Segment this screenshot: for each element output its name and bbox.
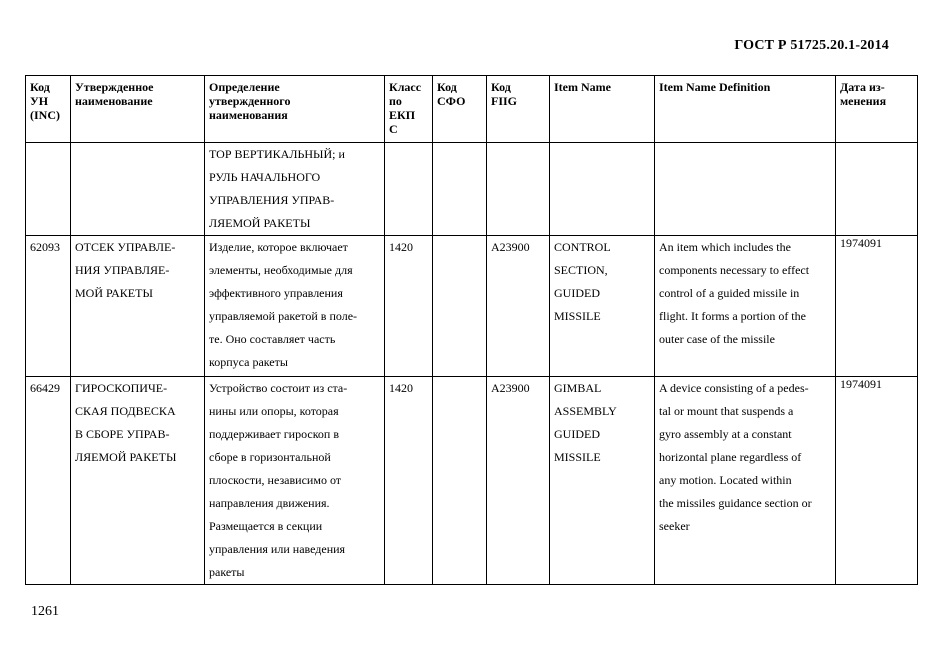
cell-fiig: A23900	[487, 236, 550, 377]
cell-inc: 62093	[26, 236, 71, 377]
cell-class	[385, 143, 433, 236]
header-class: Класс по ЕКП С	[385, 76, 433, 143]
cell-definition: Устройство состоит из ста- нины или опоры, которая поддерживает гироскоп в сборе в горизонтальной плоскости, независимо от направления движения. Размещается в секции управления или наведения ракеты	[205, 377, 385, 585]
header-inc: Код УН (INC)	[26, 76, 71, 143]
cell-item-definition: A device consisting of a pedes- tal or mount that suspends a gyro assembly at a constant horizontal plane regardless of any motion. Located within the missiles guidance section or seeker	[655, 377, 836, 585]
header-approved-name: Утвержденное наименование	[71, 76, 205, 143]
table-row	[26, 377, 918, 585]
table-row	[26, 236, 918, 377]
cell-class: 1420	[385, 377, 433, 585]
cell-item-name: CONTROL SECTION, GUIDED MISSILE	[550, 236, 655, 377]
cell-sfo	[433, 236, 487, 377]
cell-item-name: GIMBAL ASSEMBLY GUIDED MISSILE	[550, 377, 655, 585]
cell-approved-name: ОТСЕК УПРАВЛЕ- НИЯ УПРАВЛЯЕ- МОЙ РАКЕТЫ	[71, 236, 205, 377]
cell-approved-name	[71, 143, 205, 236]
cell-item-definition: An item which includes the components necessary to effect control of a guided missile in flight. It forms a portion of the outer case of the missile	[655, 236, 836, 377]
cell-class: 1420	[385, 236, 433, 377]
page-number: 1261	[31, 604, 59, 619]
cell-fiig: A23900	[487, 377, 550, 585]
cell-sfo	[433, 377, 487, 585]
cell-inc	[26, 143, 71, 236]
header-item-definition: Item Name Definition	[655, 76, 836, 143]
cell-sfo	[433, 143, 487, 236]
header-item-name: Item Name	[550, 76, 655, 143]
cell-date: 1974091	[836, 236, 918, 377]
cell-inc: 66429	[26, 377, 71, 585]
header-sfo: Код СФО	[433, 76, 487, 143]
header-date: Дата из- менения	[836, 76, 918, 143]
cell-fiig	[487, 143, 550, 236]
header-fiig: Код FIIG	[487, 76, 550, 143]
cell-date	[836, 143, 918, 236]
cell-date: 1974091	[836, 377, 918, 585]
cell-approved-name: ГИРОСКОПИЧЕ- СКАЯ ПОДВЕСКА В СБОРЕ УПРАВ- ЛЯЕМОЙ РАКЕТЫ	[71, 377, 205, 585]
cell-item-name	[550, 143, 655, 236]
cell-item-definition	[655, 143, 836, 236]
table-row	[26, 143, 918, 236]
catalog-table	[25, 75, 918, 585]
document-code: ГОСТ Р 51725.20.1-2014	[734, 38, 889, 53]
cell-definition: Изделие, которое включает элементы, необходимые для эффективного управления управляемой ракетой в поле- те. Оно составляет часть корпуса ракеты	[205, 236, 385, 377]
cell-definition: ТОР ВЕРТИКАЛЬНЫЙ; и РУЛЬ НАЧАЛЬНОГО УПРАВЛЕНИЯ УПРАВ- ЛЯЕМОЙ РАКЕТЫ	[205, 143, 385, 236]
table-header-row	[26, 76, 918, 143]
header-definition: Определение утвержденного наименования	[205, 76, 385, 143]
